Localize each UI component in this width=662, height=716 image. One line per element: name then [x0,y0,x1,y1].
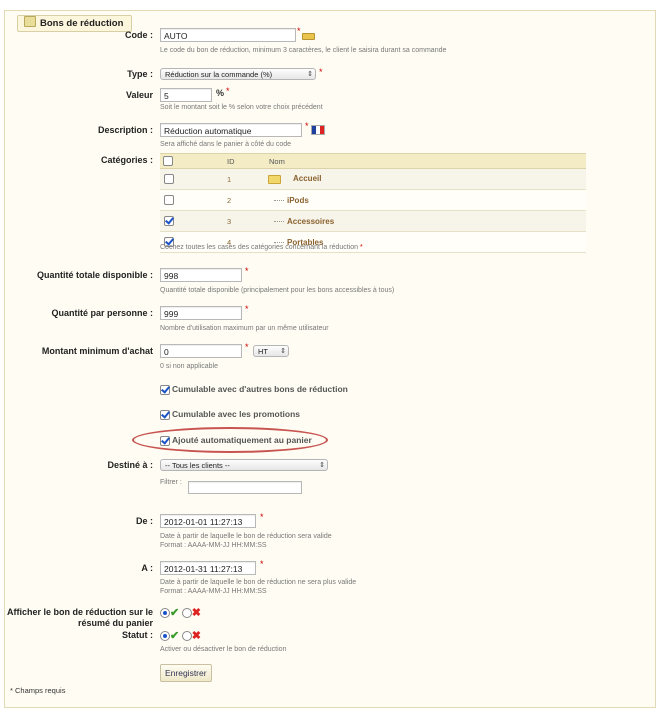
auto-panier-checkbox[interactable] [160,436,170,446]
cumul-promos-label: Cumulable avec les promotions [172,409,301,419]
destine-label: Destiné à : [107,460,153,470]
category-name: Portables [287,237,324,247]
type-selected: Réduction sur la commande (%) [165,70,273,79]
required-mark: * [260,512,264,522]
category-checkbox[interactable] [164,195,174,205]
tax-selected: HT [258,347,268,356]
required-mark: * [226,86,230,96]
fieldset-legend [17,15,132,32]
description-help: Sera affiché dans le panier à côté du code [160,141,292,148]
montant-min-help: 0 si non applicable [160,363,218,370]
check-icon: ✔ [170,607,180,619]
valeur-unit: % [216,88,225,98]
a-help: Date à partir de laquelle le bon de réduction ne sera plus valide [160,579,357,586]
valeur-input[interactable]: 5 [160,88,212,102]
select-all-checkbox[interactable] [163,156,173,166]
statut-radio-group [160,629,201,642]
afficher-label: Afficher le bon de réduction sur le résumé du panier [6,607,153,628]
cumul-promos-option[interactable] [160,409,300,420]
quantite-totale-label: Quantité totale disponible : [36,270,153,280]
de-input[interactable]: 2012-01-01 11:27:13 [160,514,256,528]
statut-label: Statut : [122,630,153,640]
categories-help-text: Cochez toutes les cases des catégories concernant la réduction [160,244,359,251]
category-checkbox[interactable] [164,216,174,226]
montant-min-label: Montant minimum d'achat [41,346,153,356]
statut-no-radio[interactable] [182,631,192,641]
quantite-totale-help: Quantité totale disponible (principalement pour les bons accessibles à tous) [160,287,395,294]
afficher-yes-radio[interactable] [160,608,170,618]
categories-table [160,153,586,253]
legend-text: Bons de réduction [40,18,124,29]
nom-header: Nom [268,154,586,169]
required-mark: * [245,342,249,352]
statut-help: Activer ou désactiver le bon de réduction [160,646,287,653]
quantite-personne-label: Quantité par personne : [51,308,153,318]
table-row [160,211,586,232]
table-row [160,169,586,190]
tax-select[interactable] [253,345,289,357]
description-label: Description : [97,125,153,135]
a-input[interactable]: 2012-01-31 11:27:13 [160,561,256,575]
de-label: De : [135,516,153,526]
montant-min-input[interactable]: 0 [160,344,242,358]
check-icon: ✔ [170,630,180,642]
auto-panier-option[interactable] [160,435,312,446]
type-label: Type : [127,69,153,79]
required-note: * Champs requis [10,686,66,695]
code-help: Le code du bon de réduction, minimum 3 caractères, le client le saisira durant sa commande [160,47,447,54]
required-mark: * [245,304,249,314]
cross-icon: ✖ [191,630,201,642]
category-id: 1 [184,169,268,190]
categories-label: Catégories : [100,155,153,165]
a-format: Format : AAAA-MM-JJ HH:MM:SS [160,588,267,595]
tree-connector [274,200,284,201]
category-id: 4 [184,232,268,253]
folder-icon [268,175,281,184]
code-input[interactable]: AUTO [160,28,296,42]
category-name: Accessoires [287,216,335,226]
valeur-help: Soit le montant soit le % selon votre choix précédent [160,104,323,111]
categories-help [160,243,363,252]
generate-code-icon[interactable] [302,31,315,41]
quantite-personne-help: Nombre d'utilisation maximum par un même utilisateur [160,325,329,332]
required-mark: * [260,559,264,569]
filter-label: Filtrer : [160,479,182,486]
de-format: Format : AAAA-MM-JJ HH:MM:SS [160,542,267,549]
type-select[interactable] [160,68,316,80]
code-label: Code : [125,30,153,40]
destine-select[interactable] [160,459,328,471]
voucher-fieldset [4,10,656,708]
voucher-icon [24,16,36,27]
cumul-bons-checkbox[interactable] [160,385,170,395]
category-id: 2 [184,190,268,211]
cumul-promos-checkbox[interactable] [160,410,170,420]
category-id: 3 [184,211,268,232]
tree-connector [274,221,284,222]
table-row [160,190,586,211]
cross-icon: ✖ [191,607,201,619]
de-help: Date à partir de laquelle le bon de réduction sera valide [160,533,332,540]
a-label: A : [141,563,153,573]
statut-yes-radio[interactable] [160,631,170,641]
destine-selected: -- Tous les clients -- [165,461,230,470]
auto-panier-label: Ajouté automatiquement au panier [172,435,312,445]
required-mark: * [319,67,323,77]
afficher-radio-group [160,606,201,619]
valeur-label: Valeur [125,90,153,100]
required-mark: * [297,26,301,36]
id-header: ID [184,154,268,169]
cumul-bons-label: Cumulable avec d'autres bons de réduction [172,384,348,394]
category-name: iPods [287,195,309,205]
category-checkbox[interactable] [164,174,174,184]
select-arrows-icon: ⇕ [280,348,286,355]
select-arrows-icon: ⇕ [307,71,313,78]
filter-input[interactable] [188,481,302,494]
select-arrows-icon: ⇕ [319,462,325,469]
category-name: Accueil [293,174,322,184]
cumul-bons-option[interactable] [160,384,348,395]
description-input[interactable]: Réduction automatique [160,123,302,137]
language-flag-icon[interactable] [311,124,325,135]
quantite-personne-input[interactable]: 999 [160,306,242,320]
required-mark: * [305,121,309,131]
categories-header [160,154,586,169]
required-mark: * [245,266,249,276]
quantite-totale-input[interactable]: 998 [160,268,242,282]
required-mark: * [360,244,363,251]
afficher-no-radio[interactable] [182,608,192,618]
save-button[interactable]: Enregistrer [160,664,212,682]
